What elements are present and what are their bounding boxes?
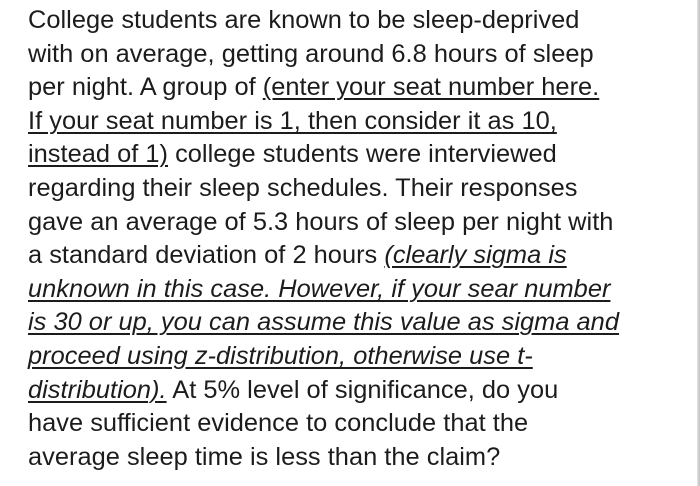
question-line <box>28 172 676 206</box>
question-segment: average sleep time is less than the claim? <box>28 442 501 471</box>
instruction-text: unknown in this case. However, if your sear number <box>28 274 611 303</box>
question-line <box>28 71 676 105</box>
question-segment: per night. A group of <box>28 73 263 102</box>
instruction-text: distribution). <box>28 375 167 404</box>
question-line <box>28 38 676 72</box>
instruction-text: instead of 1) <box>28 140 168 169</box>
question-segment: gave an average of 5.3 hours of sleep per night with <box>28 207 614 236</box>
instruction-text: is 30 or up, you can assume this value as sigma and <box>28 308 619 337</box>
question-line <box>28 138 676 172</box>
instruction-text: (enter your seat number here. <box>262 73 600 102</box>
instruction-text: If your seat number is 1, then consider it as 10, <box>28 106 557 135</box>
instruction-text: proceed using z-distribution, otherwise use t- <box>28 341 533 370</box>
question-line <box>28 441 676 475</box>
question-segment: At 5% level of significance, do you <box>166 375 559 404</box>
question-line <box>28 239 676 273</box>
question-line <box>28 105 676 139</box>
question-line <box>28 206 676 240</box>
question-line <box>28 273 676 307</box>
question-segment: regarding their sleep schedules. Their responses <box>28 173 578 202</box>
question-segment: have sufficient evidence to conclude that the <box>28 409 529 438</box>
question-text <box>28 4 676 474</box>
question-line <box>28 340 676 374</box>
question-segment: a standard deviation of 2 hours <box>28 241 385 270</box>
question-line <box>28 407 676 441</box>
question-segment: college students were interviewed <box>168 140 557 169</box>
question-segment: College students are known to be sleep-deprived <box>28 6 580 34</box>
instruction-text: (clearly sigma is <box>384 241 567 270</box>
question-line <box>28 306 676 340</box>
question-line <box>28 374 676 408</box>
question-segment: with on average, getting around 6.8 hours of sleep <box>28 39 594 68</box>
question-line <box>28 4 676 38</box>
